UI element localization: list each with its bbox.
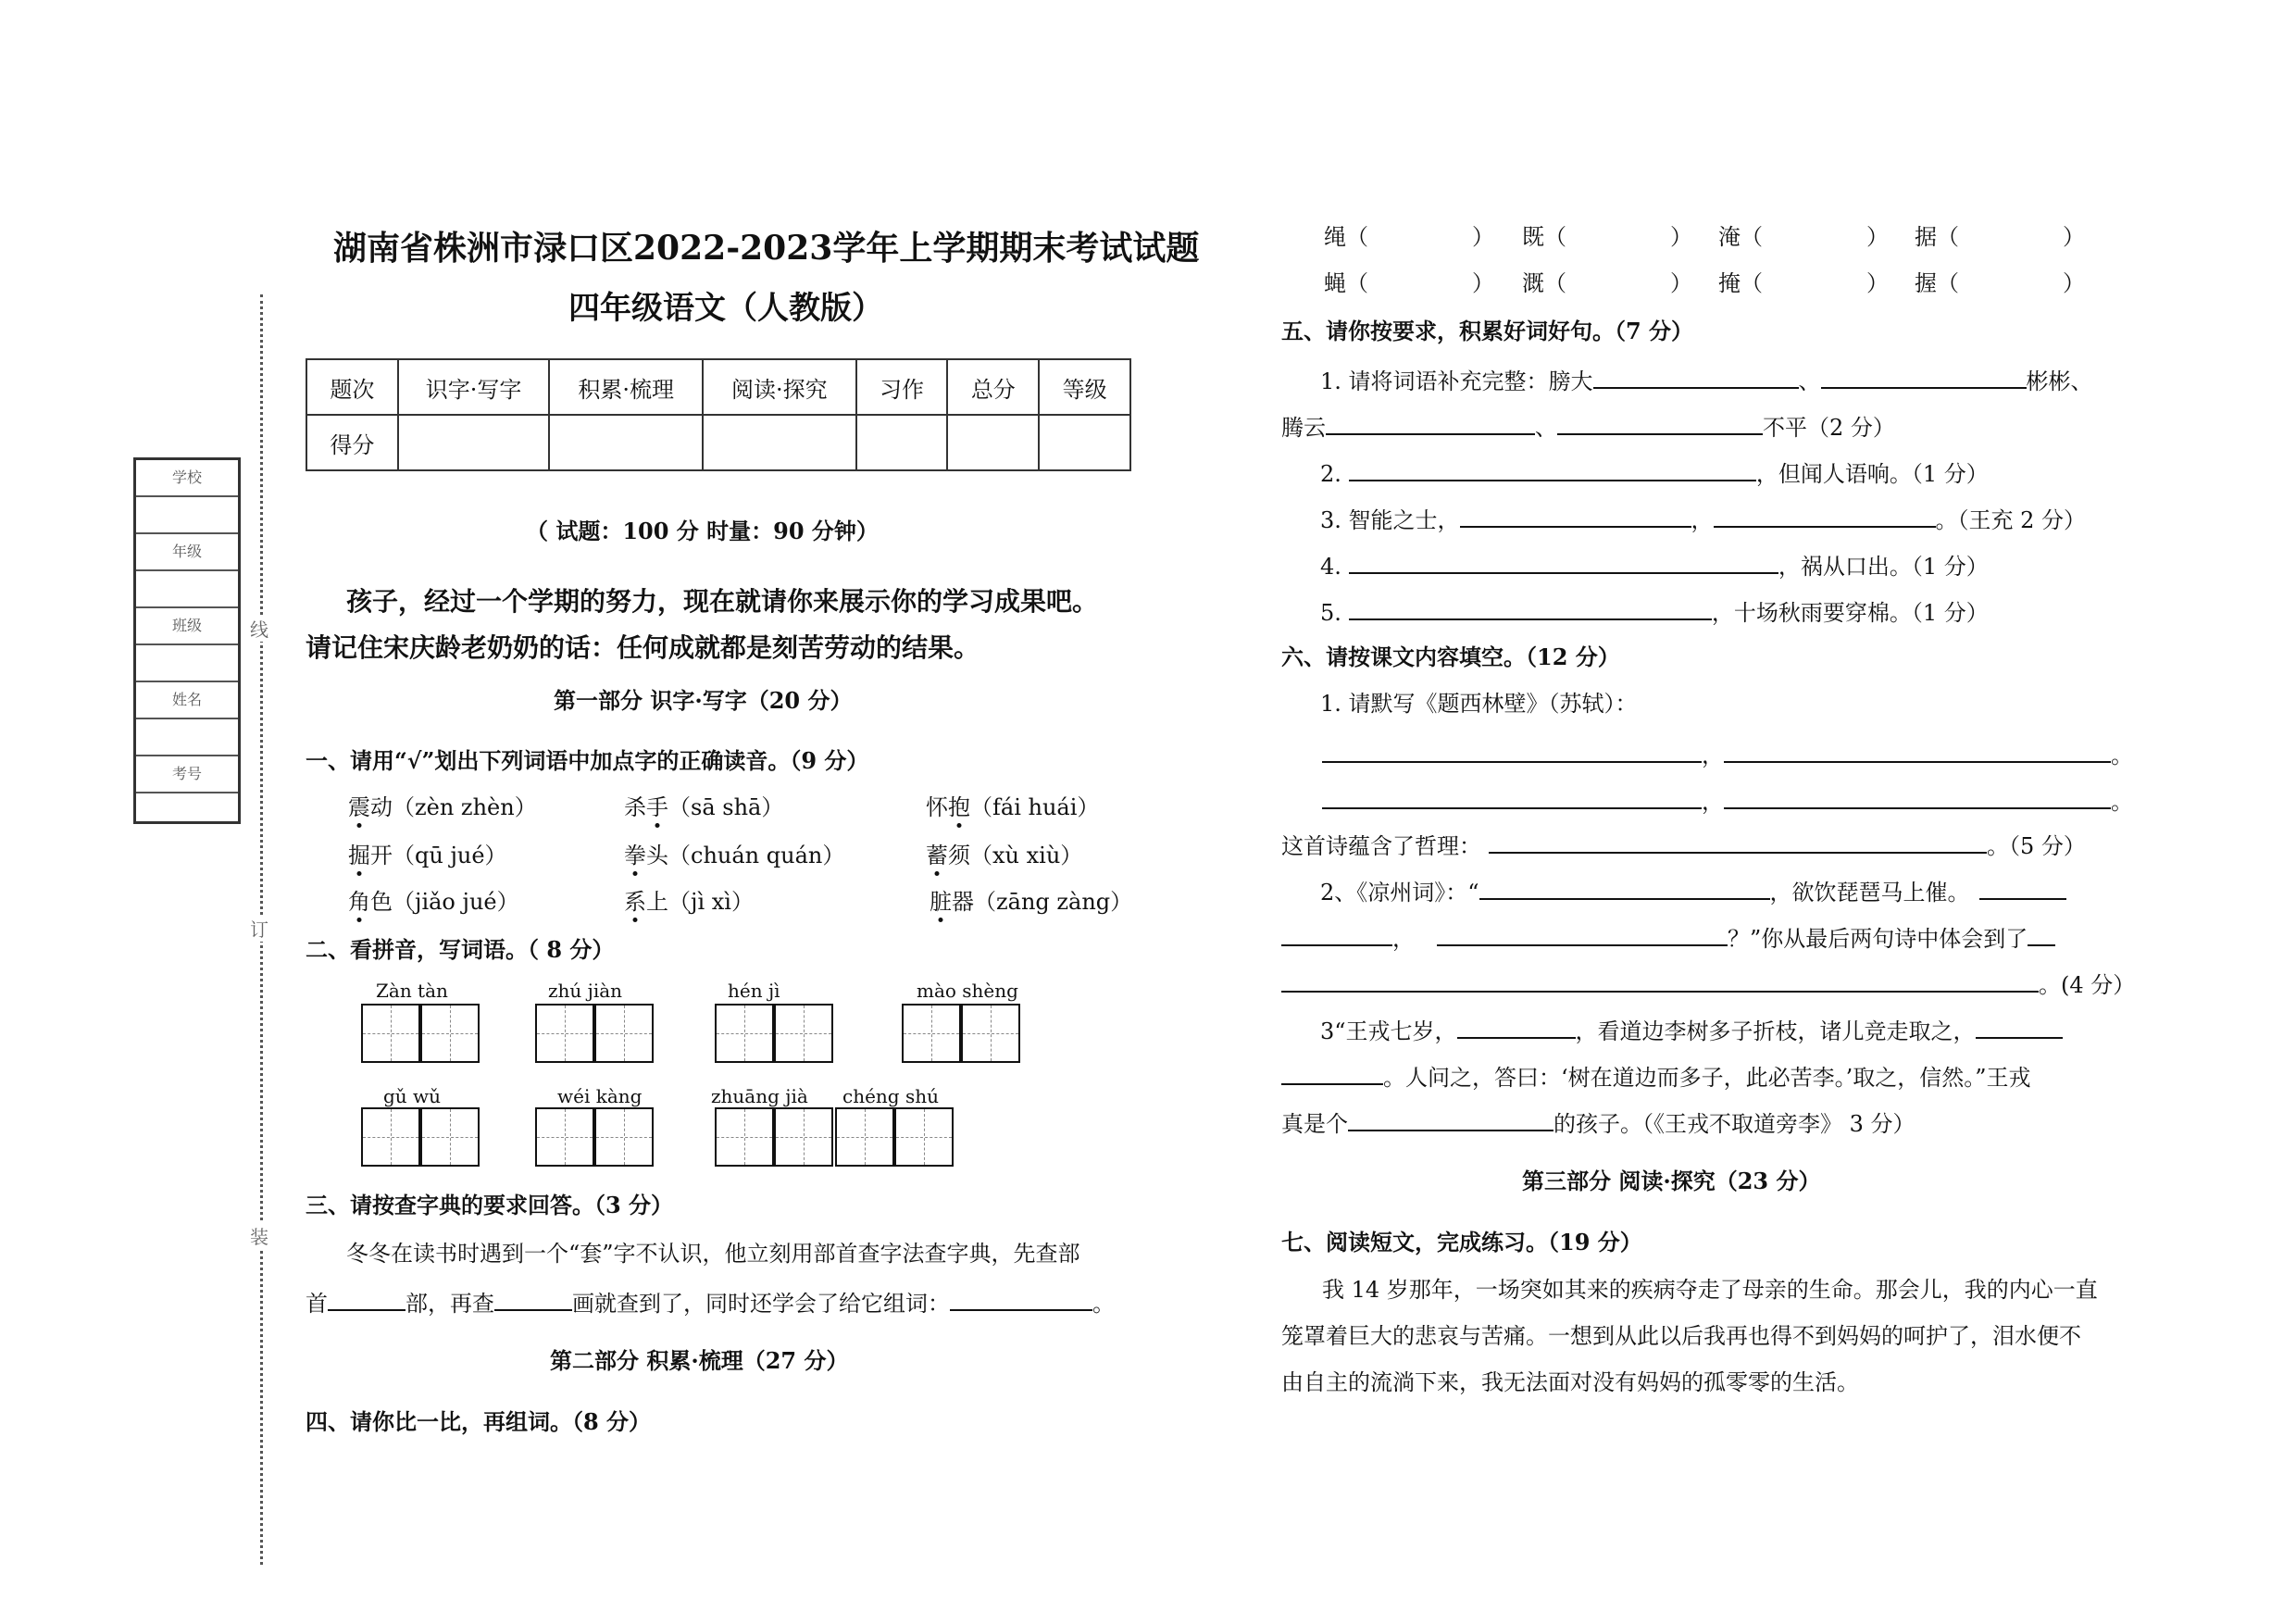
radical-blank[interactable] bbox=[328, 1289, 406, 1311]
q5-text: 4. bbox=[1320, 554, 1341, 580]
exam-subtitle: 四年级语文（人教版） bbox=[568, 290, 883, 327]
q5-text: 5. bbox=[1320, 600, 1341, 626]
verse-blank[interactable] bbox=[1460, 506, 1691, 528]
word-char: 器 bbox=[952, 889, 974, 915]
q5-text: ，祸从口出。（1 分） bbox=[1778, 554, 1989, 580]
writing-box[interactable] bbox=[594, 1107, 654, 1167]
q6-text: 的孩子。（《王戎不取道旁李》 3 分） bbox=[1554, 1111, 1915, 1137]
q2-pinyin: hén jì bbox=[728, 980, 780, 1002]
classical-blank[interactable] bbox=[1457, 1017, 1576, 1039]
q4-paren: ） bbox=[1472, 224, 1494, 250]
school-field[interactable] bbox=[136, 497, 238, 534]
q4-paren: ） bbox=[2063, 270, 2085, 296]
pinyin-options[interactable]: （zāng zàng） bbox=[974, 889, 1133, 915]
dotted-char: 角 bbox=[348, 889, 370, 915]
q6-text: 真是个 bbox=[1281, 1111, 1348, 1137]
exam-info: （ 试题：100 分 时量：90 分钟） bbox=[526, 518, 879, 544]
q5-line-3 bbox=[1320, 506, 2086, 531]
poem-blank[interactable] bbox=[1322, 741, 1702, 763]
pinyin-options[interactable]: （xù xiù） bbox=[970, 843, 1083, 868]
q6-text: 。 bbox=[2111, 789, 2133, 815]
writing-box[interactable] bbox=[774, 1107, 833, 1167]
writing-box[interactable] bbox=[535, 1107, 594, 1167]
q4-char: 溉（ bbox=[1522, 270, 1566, 296]
q6-line-2 bbox=[1320, 878, 2066, 904]
pinyin-options[interactable]: （jì xì） bbox=[668, 889, 754, 915]
idiom-blank[interactable] bbox=[1326, 413, 1535, 435]
q6-text: 3“王戎七岁， bbox=[1320, 1018, 1457, 1044]
q6-line-3c bbox=[1281, 1063, 2031, 1089]
writing-box[interactable] bbox=[902, 1004, 961, 1063]
score-header: 题次 bbox=[306, 359, 398, 415]
poem-blank[interactable] bbox=[1724, 741, 2111, 763]
class-field[interactable] bbox=[136, 645, 238, 682]
q6-text: ， bbox=[1392, 926, 1415, 952]
q6-text: 。(4 分） bbox=[2039, 972, 2136, 998]
dotted-char: 蓄 bbox=[926, 843, 948, 868]
q4-char: 握（ bbox=[1915, 270, 1959, 296]
exam-number-label: 考号 bbox=[136, 756, 238, 793]
q6-line-3d bbox=[1281, 1109, 1915, 1135]
q4-char: 蝇（ bbox=[1324, 270, 1368, 296]
classical-blank[interactable] bbox=[1348, 1109, 1554, 1131]
pinyin-options[interactable]: （fái huái） bbox=[970, 794, 1100, 820]
q1-item bbox=[624, 796, 783, 818]
q4-item bbox=[1718, 226, 1889, 248]
dotted-char: 掘 bbox=[348, 843, 370, 868]
binding-word-xian: 线 bbox=[250, 615, 268, 642]
q2-pinyin: wéi kàng bbox=[557, 1085, 643, 1107]
passage-line-1: 我 14 岁那年，一场突如其来的疾病夺走了母亲的生命。那会儿，我的内心一直 bbox=[1322, 1277, 2098, 1303]
verse-blank[interactable] bbox=[1349, 552, 1778, 574]
passage-line-2: 笼罩着巨大的悲哀与苦痛。一想到从此以后我再也得不到妈妈的呵护了，泪水便不 bbox=[1281, 1323, 2081, 1349]
q4-item bbox=[1522, 272, 1692, 294]
q3-line-1: 冬冬在读书时遇到一个“套”字不认识，他立刻用部首查字法查字典，先查部 bbox=[346, 1241, 1080, 1267]
q6-line-1: 1. 请默写《题西林壁》（苏轼）： bbox=[1320, 691, 1638, 717]
word-char: 怀 bbox=[926, 794, 948, 820]
q6-text: ， bbox=[1702, 789, 1724, 815]
poem-line bbox=[1322, 741, 2133, 767]
word-char: 须 bbox=[948, 843, 970, 868]
q5-text: 不平（2 分） bbox=[1763, 415, 1895, 441]
grade-field[interactable] bbox=[136, 571, 238, 608]
q4-paren: ） bbox=[1670, 224, 1692, 250]
writing-box[interactable] bbox=[961, 1004, 1020, 1063]
idiom-blank[interactable] bbox=[1557, 413, 1763, 435]
word-char: 色 bbox=[370, 889, 393, 915]
poem-blank[interactable] bbox=[1437, 924, 1728, 946]
stroke-count-blank[interactable] bbox=[494, 1289, 572, 1311]
dotted-char: 系 bbox=[624, 889, 646, 915]
part2-heading: 第二部分 积累·梳理（27 分） bbox=[550, 1347, 849, 1374]
q6-text: 。人问之，答曰：‘树在道边而多子，此必苦李。’取之，信然。”王戎 bbox=[1383, 1065, 2031, 1091]
q6-text: 2、《凉州词》：“ bbox=[1320, 880, 1479, 906]
q4-item bbox=[1915, 226, 2085, 248]
q5-text: ，十场秋雨要穿棉。（1 分） bbox=[1711, 600, 1989, 626]
q5-text: 、 bbox=[1535, 415, 1557, 441]
q3-text: 。 bbox=[1092, 1291, 1115, 1317]
q5-title: 五、请你按要求，积累好词好句。（7 分） bbox=[1281, 318, 1694, 344]
q7-title: 七、阅读短文，完成练习。（19 分） bbox=[1281, 1229, 1642, 1255]
intro-line-2: 请记住宋庆龄老奶奶的话：任何成就都是刻苦劳动的结果。 bbox=[306, 632, 980, 663]
q5-text: ，但闻人语响。（1 分） bbox=[1755, 461, 1989, 487]
q6-line-2c bbox=[1281, 924, 2055, 950]
writing-box[interactable] bbox=[774, 1004, 833, 1063]
verse-blank[interactable] bbox=[1714, 506, 1936, 528]
score-header: 等级 bbox=[1039, 359, 1130, 415]
q5-text: 腾云 bbox=[1281, 415, 1326, 441]
word-char: 动 bbox=[370, 794, 393, 820]
q6-text: ？”你从最后两句诗中体会到了 bbox=[1728, 926, 2028, 952]
score-cell[interactable] bbox=[703, 415, 856, 470]
poem-blank[interactable] bbox=[1979, 878, 2066, 900]
score-cell[interactable] bbox=[549, 415, 703, 470]
writing-box[interactable] bbox=[835, 1107, 894, 1167]
writing-box[interactable] bbox=[535, 1004, 594, 1063]
part1-heading: 第一部分 识字·写字（20 分） bbox=[554, 687, 853, 714]
q1-item bbox=[348, 891, 519, 913]
name-field[interactable] bbox=[136, 719, 238, 756]
binding-word-ding: 订 bbox=[250, 915, 268, 942]
q2-pinyin: gǔ wǔ bbox=[383, 1085, 442, 1107]
idiom-blank[interactable] bbox=[1821, 367, 2027, 389]
poem-blank[interactable] bbox=[1281, 924, 1392, 946]
q1-item bbox=[624, 844, 844, 867]
q3-text: 首 bbox=[306, 1291, 328, 1317]
feeling-blank[interactable] bbox=[1281, 970, 2039, 993]
q1-item bbox=[926, 796, 1099, 818]
score-header: 积累·梳理 bbox=[549, 359, 703, 415]
q3-title: 三、请按查字典的要求回答。（3 分） bbox=[306, 1192, 674, 1218]
q3-line-2 bbox=[306, 1289, 1115, 1315]
q5-text: 彬彬、 bbox=[2026, 369, 2093, 394]
q5-text: 、 bbox=[1798, 369, 1821, 394]
score-row-label: 得分 bbox=[306, 415, 398, 470]
pinyin-options[interactable]: （sā shā） bbox=[668, 794, 784, 820]
q5-text: 3. 智能之士， bbox=[1320, 507, 1460, 533]
binding-word-zhuang: 装 bbox=[250, 1222, 268, 1249]
q5-line-1 bbox=[1320, 367, 2093, 393]
score-header: 习作 bbox=[856, 359, 948, 415]
q4-item bbox=[1324, 272, 1494, 294]
dotted-char: 抱 bbox=[948, 794, 970, 820]
exam-number-field[interactable] bbox=[136, 793, 238, 829]
writing-box[interactable] bbox=[715, 1107, 774, 1167]
q4-paren: ） bbox=[1866, 224, 1889, 250]
q4-item bbox=[1915, 272, 2085, 294]
writing-box[interactable] bbox=[420, 1004, 480, 1063]
q6-line-2d bbox=[1281, 970, 2135, 996]
score-header: 识字·写字 bbox=[398, 359, 550, 415]
name-label: 姓名 bbox=[136, 682, 238, 719]
pinyin-options[interactable]: （jiǎo jué） bbox=[393, 889, 519, 915]
q4-paren: ） bbox=[1472, 270, 1494, 296]
writing-box[interactable] bbox=[715, 1004, 774, 1063]
q2-title: 二、看拼音，写词语。（ 8 分） bbox=[306, 936, 615, 963]
q6-title: 六、请按课文内容填空。（12 分） bbox=[1281, 643, 1620, 670]
poem-blank[interactable] bbox=[1322, 787, 1702, 809]
q4-char: 掩（ bbox=[1718, 270, 1763, 296]
q4-paren: ） bbox=[1670, 270, 1692, 296]
poem-line bbox=[1322, 787, 2133, 813]
writing-box[interactable] bbox=[594, 1004, 654, 1063]
score-cell[interactable] bbox=[398, 415, 550, 470]
q5-text: ， bbox=[1691, 507, 1714, 533]
idiom-blank[interactable] bbox=[1593, 367, 1799, 389]
writing-box[interactable] bbox=[361, 1004, 420, 1063]
score-header: 总分 bbox=[947, 359, 1039, 415]
poem-blank[interactable] bbox=[1479, 878, 1770, 900]
grade-label: 年级 bbox=[136, 534, 238, 571]
q4-paren: ） bbox=[2063, 224, 2085, 250]
score-cell[interactable] bbox=[947, 415, 1039, 470]
q5-text: 。（王充 2 分） bbox=[1935, 507, 2087, 533]
school-label: 学校 bbox=[136, 460, 238, 497]
q4-item bbox=[1324, 226, 1494, 248]
q4-char: 据（ bbox=[1915, 224, 1959, 250]
q4-paren: ） bbox=[1866, 270, 1889, 296]
feeling-blank[interactable] bbox=[2028, 924, 2055, 946]
q6-text: ，看道边李树多子折枝，诸儿竞走取之， bbox=[1575, 1018, 1976, 1044]
verse-blank[interactable] bbox=[1349, 598, 1712, 620]
q1-item bbox=[348, 844, 507, 867]
word-char: 上 bbox=[646, 889, 668, 915]
writing-box[interactable] bbox=[361, 1107, 420, 1167]
q1-item bbox=[930, 891, 1132, 913]
intro-line-1: 孩子，经过一个学期的努力，现在就请你来展示你的学习成果吧。 bbox=[346, 586, 1099, 617]
q5-line-4 bbox=[1320, 552, 1989, 578]
poem-blank[interactable] bbox=[1724, 787, 2111, 809]
dotted-char: 脏 bbox=[930, 889, 952, 915]
pinyin-options[interactable]: （chuán quán） bbox=[668, 843, 845, 868]
score-table bbox=[306, 358, 1131, 471]
q6-philosophy bbox=[1281, 831, 2086, 857]
word-char: 头 bbox=[646, 843, 668, 868]
q4-item bbox=[1718, 272, 1889, 294]
q1-item bbox=[926, 844, 1082, 867]
q3-text: 画就查到了，同时还学会了给它组词： bbox=[572, 1291, 950, 1317]
classical-blank[interactable] bbox=[1281, 1063, 1383, 1085]
q4-char: 绳（ bbox=[1324, 224, 1368, 250]
word-char: 开 bbox=[370, 843, 393, 868]
pinyin-options[interactable]: （zèn zhèn） bbox=[393, 794, 537, 820]
q2-pinyin: zhú jiàn bbox=[548, 980, 623, 1002]
score-cell[interactable] bbox=[856, 415, 948, 470]
word-blank[interactable] bbox=[950, 1289, 1092, 1311]
pinyin-options[interactable]: （qū jué） bbox=[393, 843, 507, 868]
q5-text: 2. bbox=[1320, 461, 1341, 487]
q4-char: 既（ bbox=[1522, 224, 1566, 250]
writing-box[interactable] bbox=[420, 1107, 480, 1167]
q6-line-3 bbox=[1320, 1017, 2063, 1043]
q4-title: 四、请你比一比，再组词。（8 分） bbox=[306, 1408, 652, 1435]
q6-text: 。（5 分） bbox=[1987, 833, 2086, 859]
q6-text: ，欲饮琵琶马上催。 bbox=[1769, 880, 1970, 906]
q5-line-1b bbox=[1281, 413, 1895, 439]
q6-text: 。 bbox=[2111, 743, 2133, 768]
q5-line-5 bbox=[1320, 598, 1989, 624]
q4-item bbox=[1522, 226, 1692, 248]
philosophy-blank[interactable] bbox=[1489, 831, 1987, 854]
exam-title: 湖南省株洲市渌口区2022-2023学年上学期期末考试试题 bbox=[333, 229, 1200, 268]
dotted-char: 拳 bbox=[624, 843, 646, 868]
score-cell[interactable] bbox=[1039, 415, 1130, 470]
verse-blank[interactable] bbox=[1349, 459, 1756, 481]
passage-line-3: 由自主的流淌下来，我无法面对没有妈妈的孤零零的生活。 bbox=[1281, 1369, 1859, 1395]
dotted-char: 手 bbox=[646, 794, 668, 820]
classical-blank[interactable] bbox=[1976, 1017, 2063, 1039]
q2-pinyin: mào shèng bbox=[917, 980, 1018, 1002]
q5-text: 1. 请将词语补充完整：膀大 bbox=[1320, 369, 1593, 394]
q2-pinyin: zhuāng jià bbox=[711, 1085, 808, 1107]
student-info-box bbox=[133, 457, 241, 824]
word-char: 杀 bbox=[624, 794, 646, 820]
q3-text: 部，再查 bbox=[406, 1291, 494, 1317]
q1-title: 一、请用“√”划出下列词语中加点字的正确读音。（9 分） bbox=[306, 747, 869, 774]
dotted-char: 震 bbox=[348, 794, 370, 820]
q2-pinyin: chéng shú bbox=[842, 1085, 939, 1107]
q2-pinyin: Zàn tàn bbox=[376, 980, 448, 1002]
q6-text: ， bbox=[1702, 743, 1724, 768]
q4-char: 淹（ bbox=[1718, 224, 1763, 250]
writing-box[interactable] bbox=[894, 1107, 954, 1167]
q1-item bbox=[348, 796, 537, 818]
part3-heading: 第三部分 阅读·探究（23 分） bbox=[1522, 1168, 1821, 1194]
class-label: 班级 bbox=[136, 608, 238, 645]
q6-text: 这首诗蕴含了哲理： bbox=[1281, 833, 1481, 859]
score-header: 阅读·探究 bbox=[703, 359, 856, 415]
q5-line-2 bbox=[1320, 459, 1989, 485]
q1-item bbox=[624, 891, 754, 913]
